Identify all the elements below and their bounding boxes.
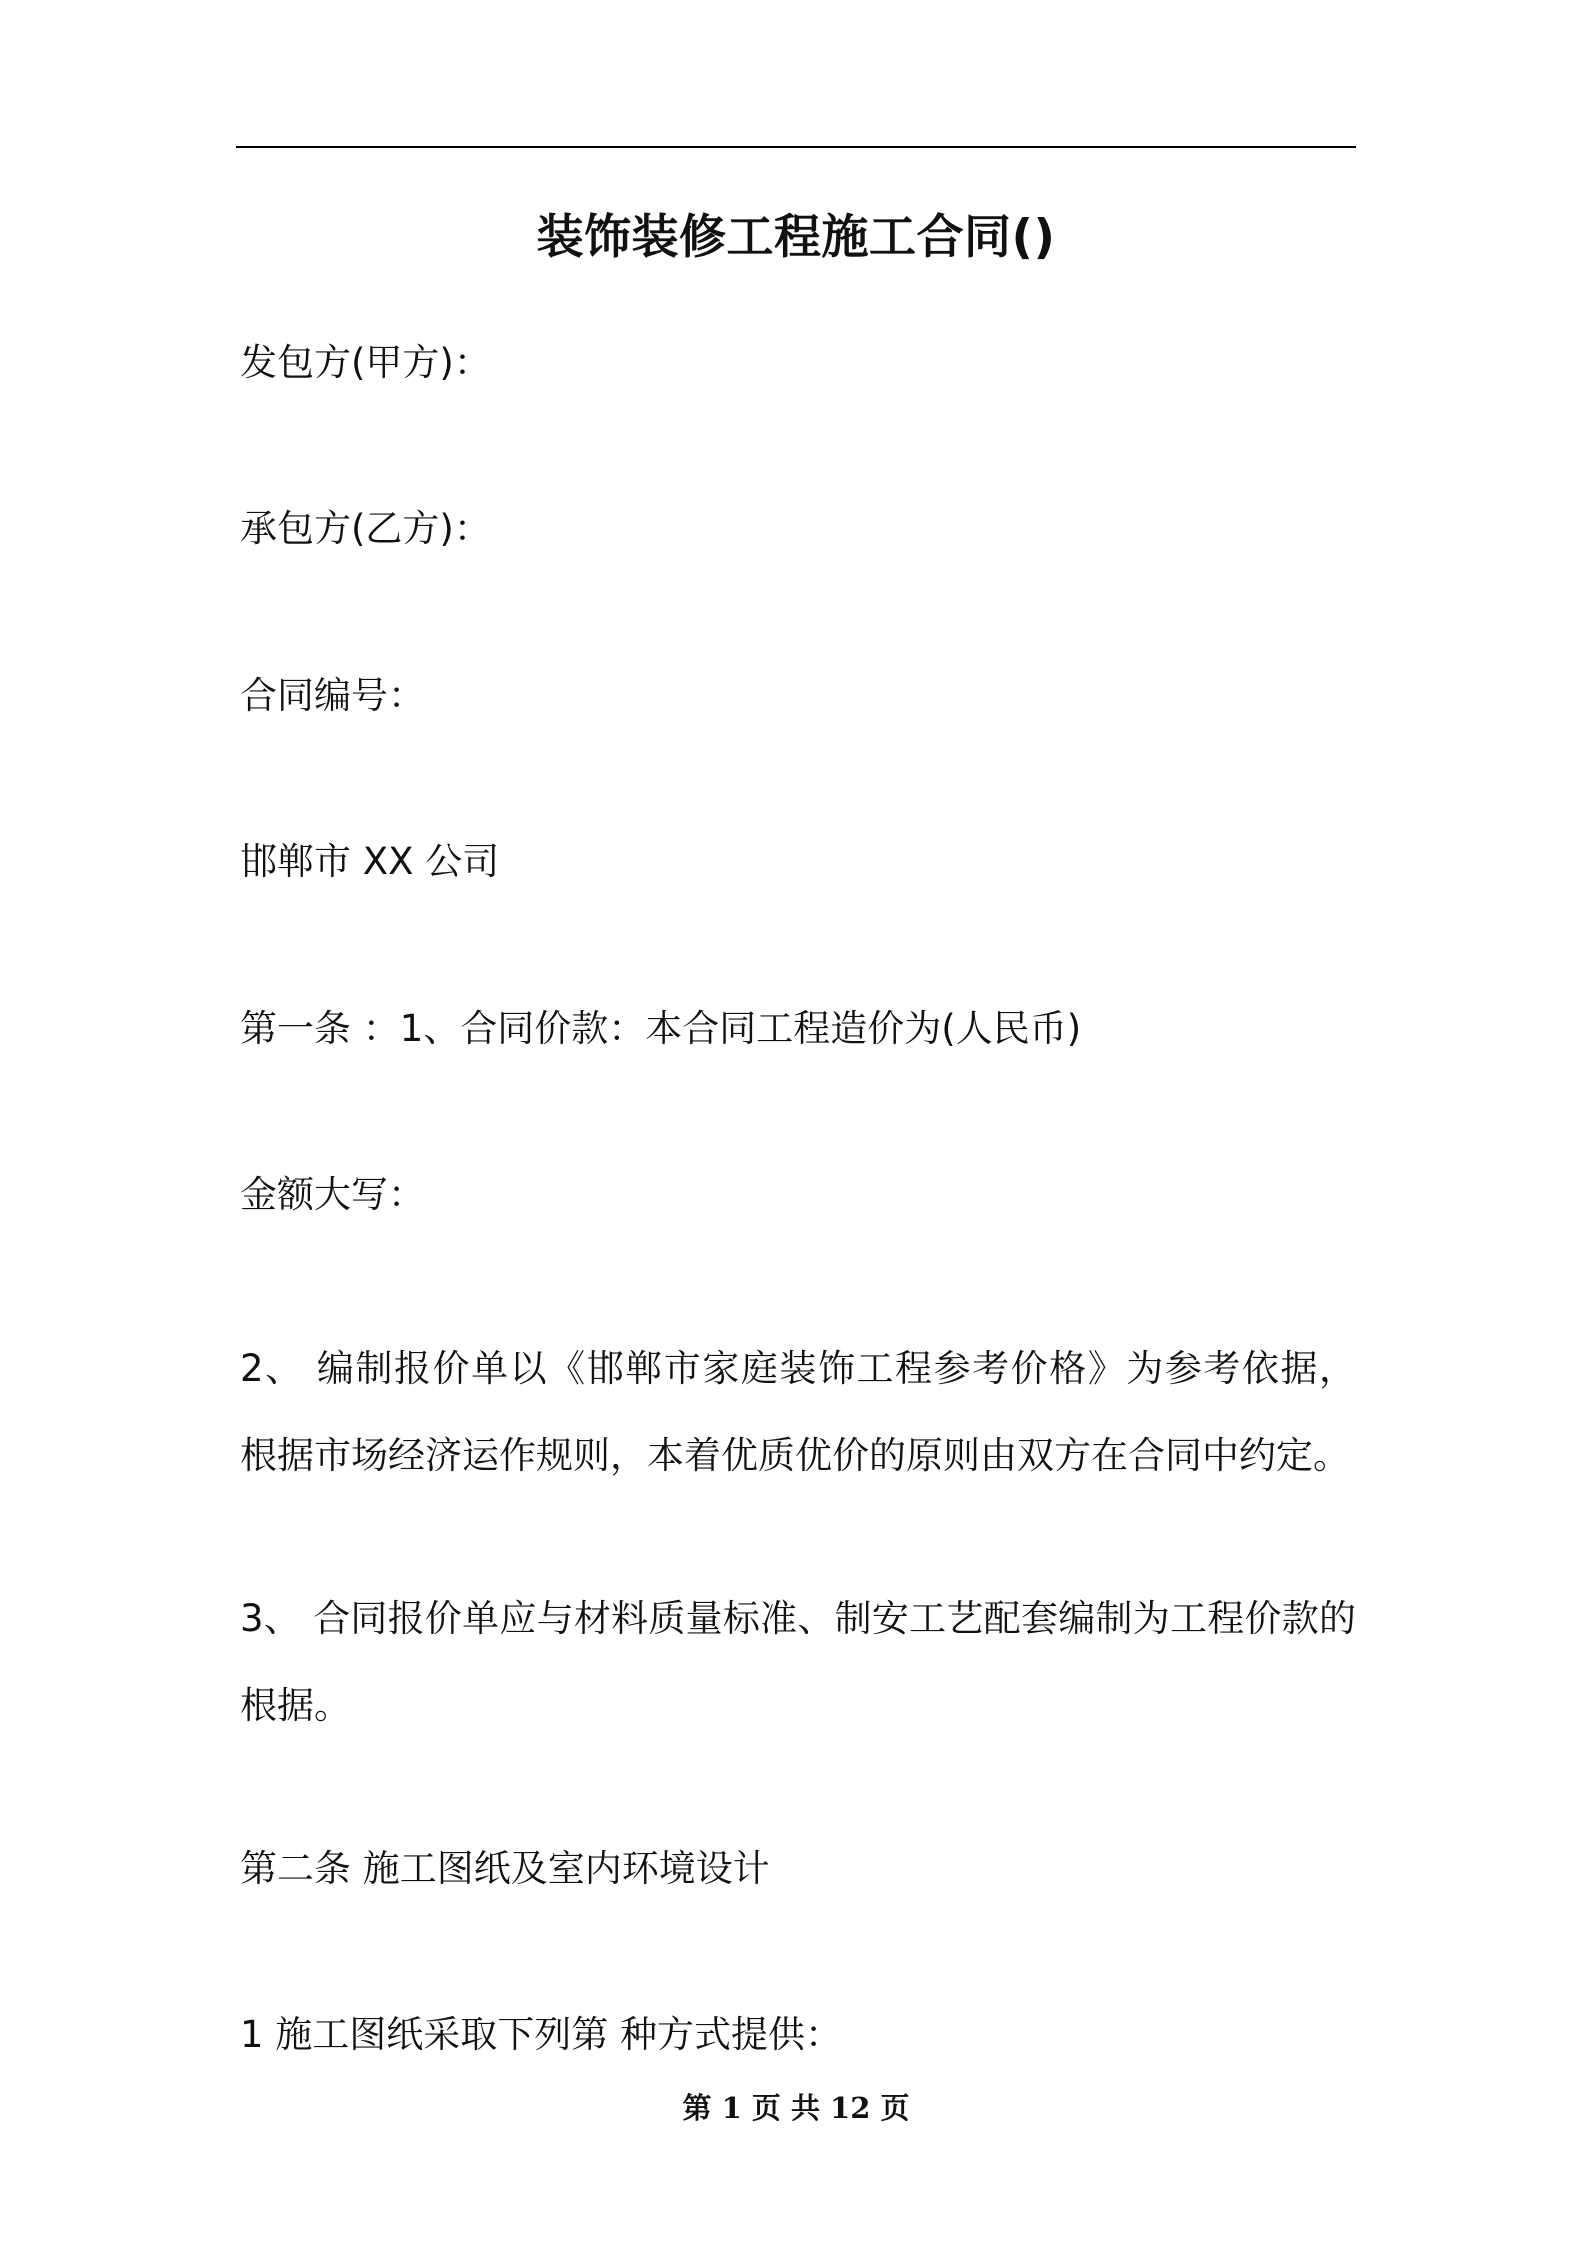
company-line: 邯郸市 XX 公司 [240, 840, 500, 883]
party-b-line: 承包方(乙方)： [240, 507, 491, 550]
party-a-line: 发包方(甲方)： [240, 341, 491, 384]
page-footer: 第 1 页 共 12 页 [682, 2091, 910, 2125]
contract-number-line: 合同编号： [240, 674, 425, 717]
clause-two-paragraph: 2、 编制报价单以《邯郸市家庭装饰工程参考价格》为参考依据， 根据市场经济运作规则，本着优质优价的原则由双方在合同中约定。 [240, 1347, 1356, 1477]
amount-capital-line: 金额大写： [240, 1173, 425, 1216]
item-one-line: 1 施工图纸采取下列第 种方式提供： [240, 2013, 843, 2056]
clause-three-paragraph: 3、 合同报价单应与材料质量标准、制安工艺配套编制为工程价款的根据。 [240, 1597, 1356, 1727]
header-rule [236, 146, 1356, 148]
document-title: 装饰装修工程施工合同() [536, 210, 1056, 265]
article-two-heading: 第二条 施工图纸及室内环境设计 [240, 1847, 770, 1890]
article-one-line: 第一条 ：1、合同价款：本合同工程造价为(人民币) [240, 1007, 1082, 1050]
